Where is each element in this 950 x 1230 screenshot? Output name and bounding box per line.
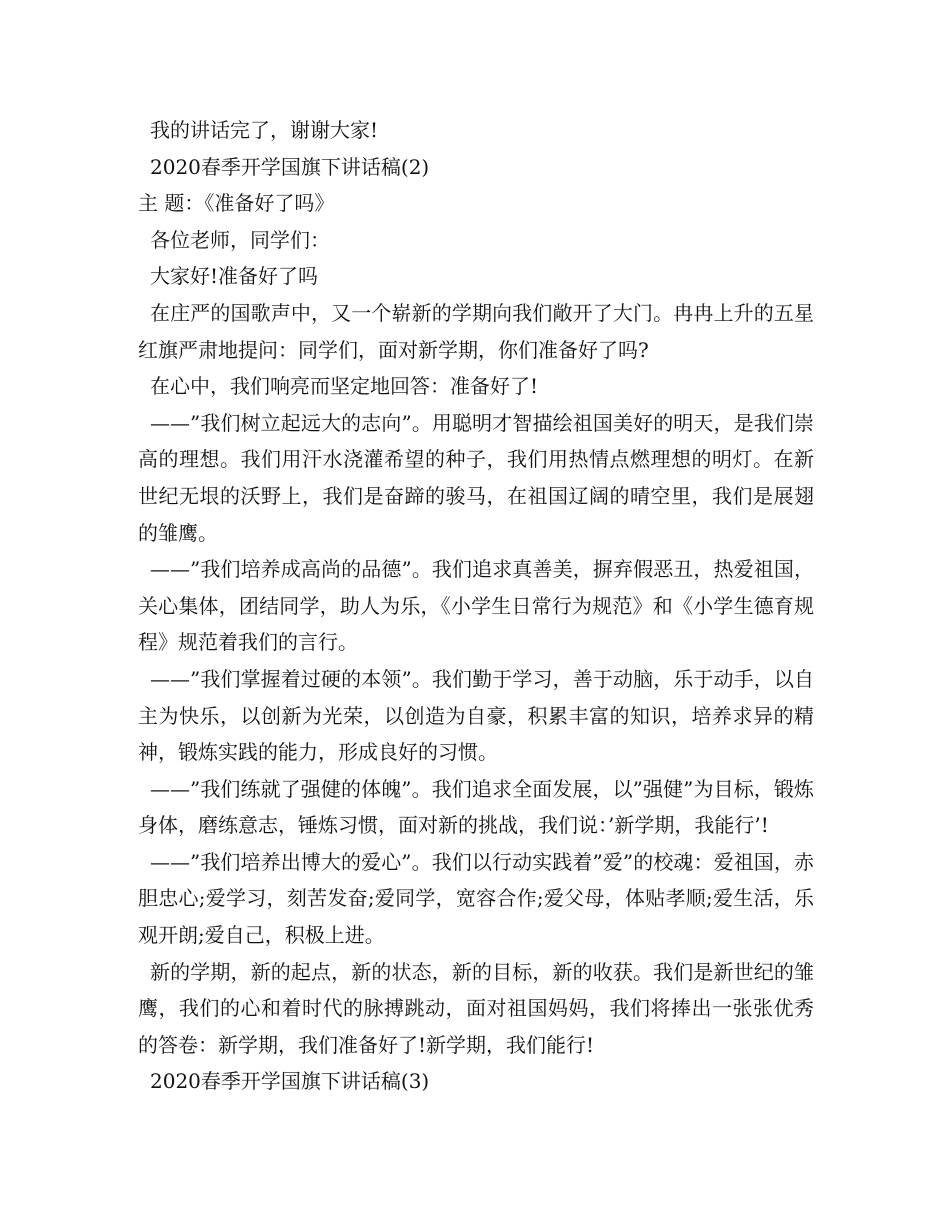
- document-page: [138, 112, 814, 1100]
- paragraph-conclusion: 新的学期，新的起点，新的状态，新的目标，新的收获。我们是新世纪的雏鹰，我们的心和着时代的脉搏跳动，面对祖国妈妈，我们将捧出一张张优秀的答卷：新学期，我们准备好了!新学期，我们能行!: [138, 959, 814, 1057]
- paragraph-morality: ——”我们培养成高尚的品德”。我们追求真善美，摒弃假恶丑，热爱祖国，关心集体，团结同学，助人为乐，《小学生日常行为规范》和《小学生德育规程》规范着我们的言行。: [138, 557, 814, 655]
- paragraph-aspiration: ——”我们树立起远大的志向”。用聪明才智描绘祖国美好的明天，是我们崇高的理想。我们用汗水浇灌希望的种子，我们用热情点燃理想的明灯。在新世纪无垠的沃野上，我们是奋蹄的骏马，在祖国辽阔的晴空里，我们是展翅的雏鹰。: [138, 410, 814, 545]
- section-heading-2: 2020春季开学国旗下讲话稿(2): [150, 154, 430, 179]
- salutation: 各位老师，同学们：: [150, 227, 330, 252]
- paragraph-closing: 我的讲话完了，谢谢大家!: [150, 118, 379, 142]
- greeting: 大家好!准备好了吗: [150, 264, 319, 289]
- speech-theme: 主 题：《准备好了吗》: [138, 191, 335, 216]
- paragraph-skills: ——”我们掌握着过硬的本领”。我们勤于学习，善于动脑，乐于动手，以自主为快乐，以创新为光荣，以创造为自豪，积累丰富的知识，培养求异的精神，锻炼实践的能力，形成良好的习惯。: [138, 666, 814, 765]
- section-heading-3: 2020春季开学国旗下讲话稿(3): [150, 1069, 430, 1094]
- paragraph-fitness: ——”我们练就了强健的体魄”。我们追求全面发展，以”强健”为目标，锻炼身体，磨练意志，锤炼习惯，面对新的挑战，我们说：’新学期，我能行’!: [138, 776, 814, 838]
- paragraph-love: ——”我们培养出博大的爱心”。我们以行动实践着”爱”的校魂：爱祖国，赤胆忠心;爱学习，刻苦发奋;爱同学，宽容合作;爱父母，体贴孝顺;爱生活，乐观开朗;爱自己，积极上进。: [138, 849, 814, 948]
- paragraph-intro: 在庄严的国歌声中，又一个崭新的学期向我们敞开了大门。冉冉上升的五星红旗严肃地提问：同学们，面对新学期，你们准备好了吗?: [138, 300, 814, 362]
- paragraph-answer: 在心中，我们响亮而坚定地回答：准备好了!: [150, 374, 539, 399]
